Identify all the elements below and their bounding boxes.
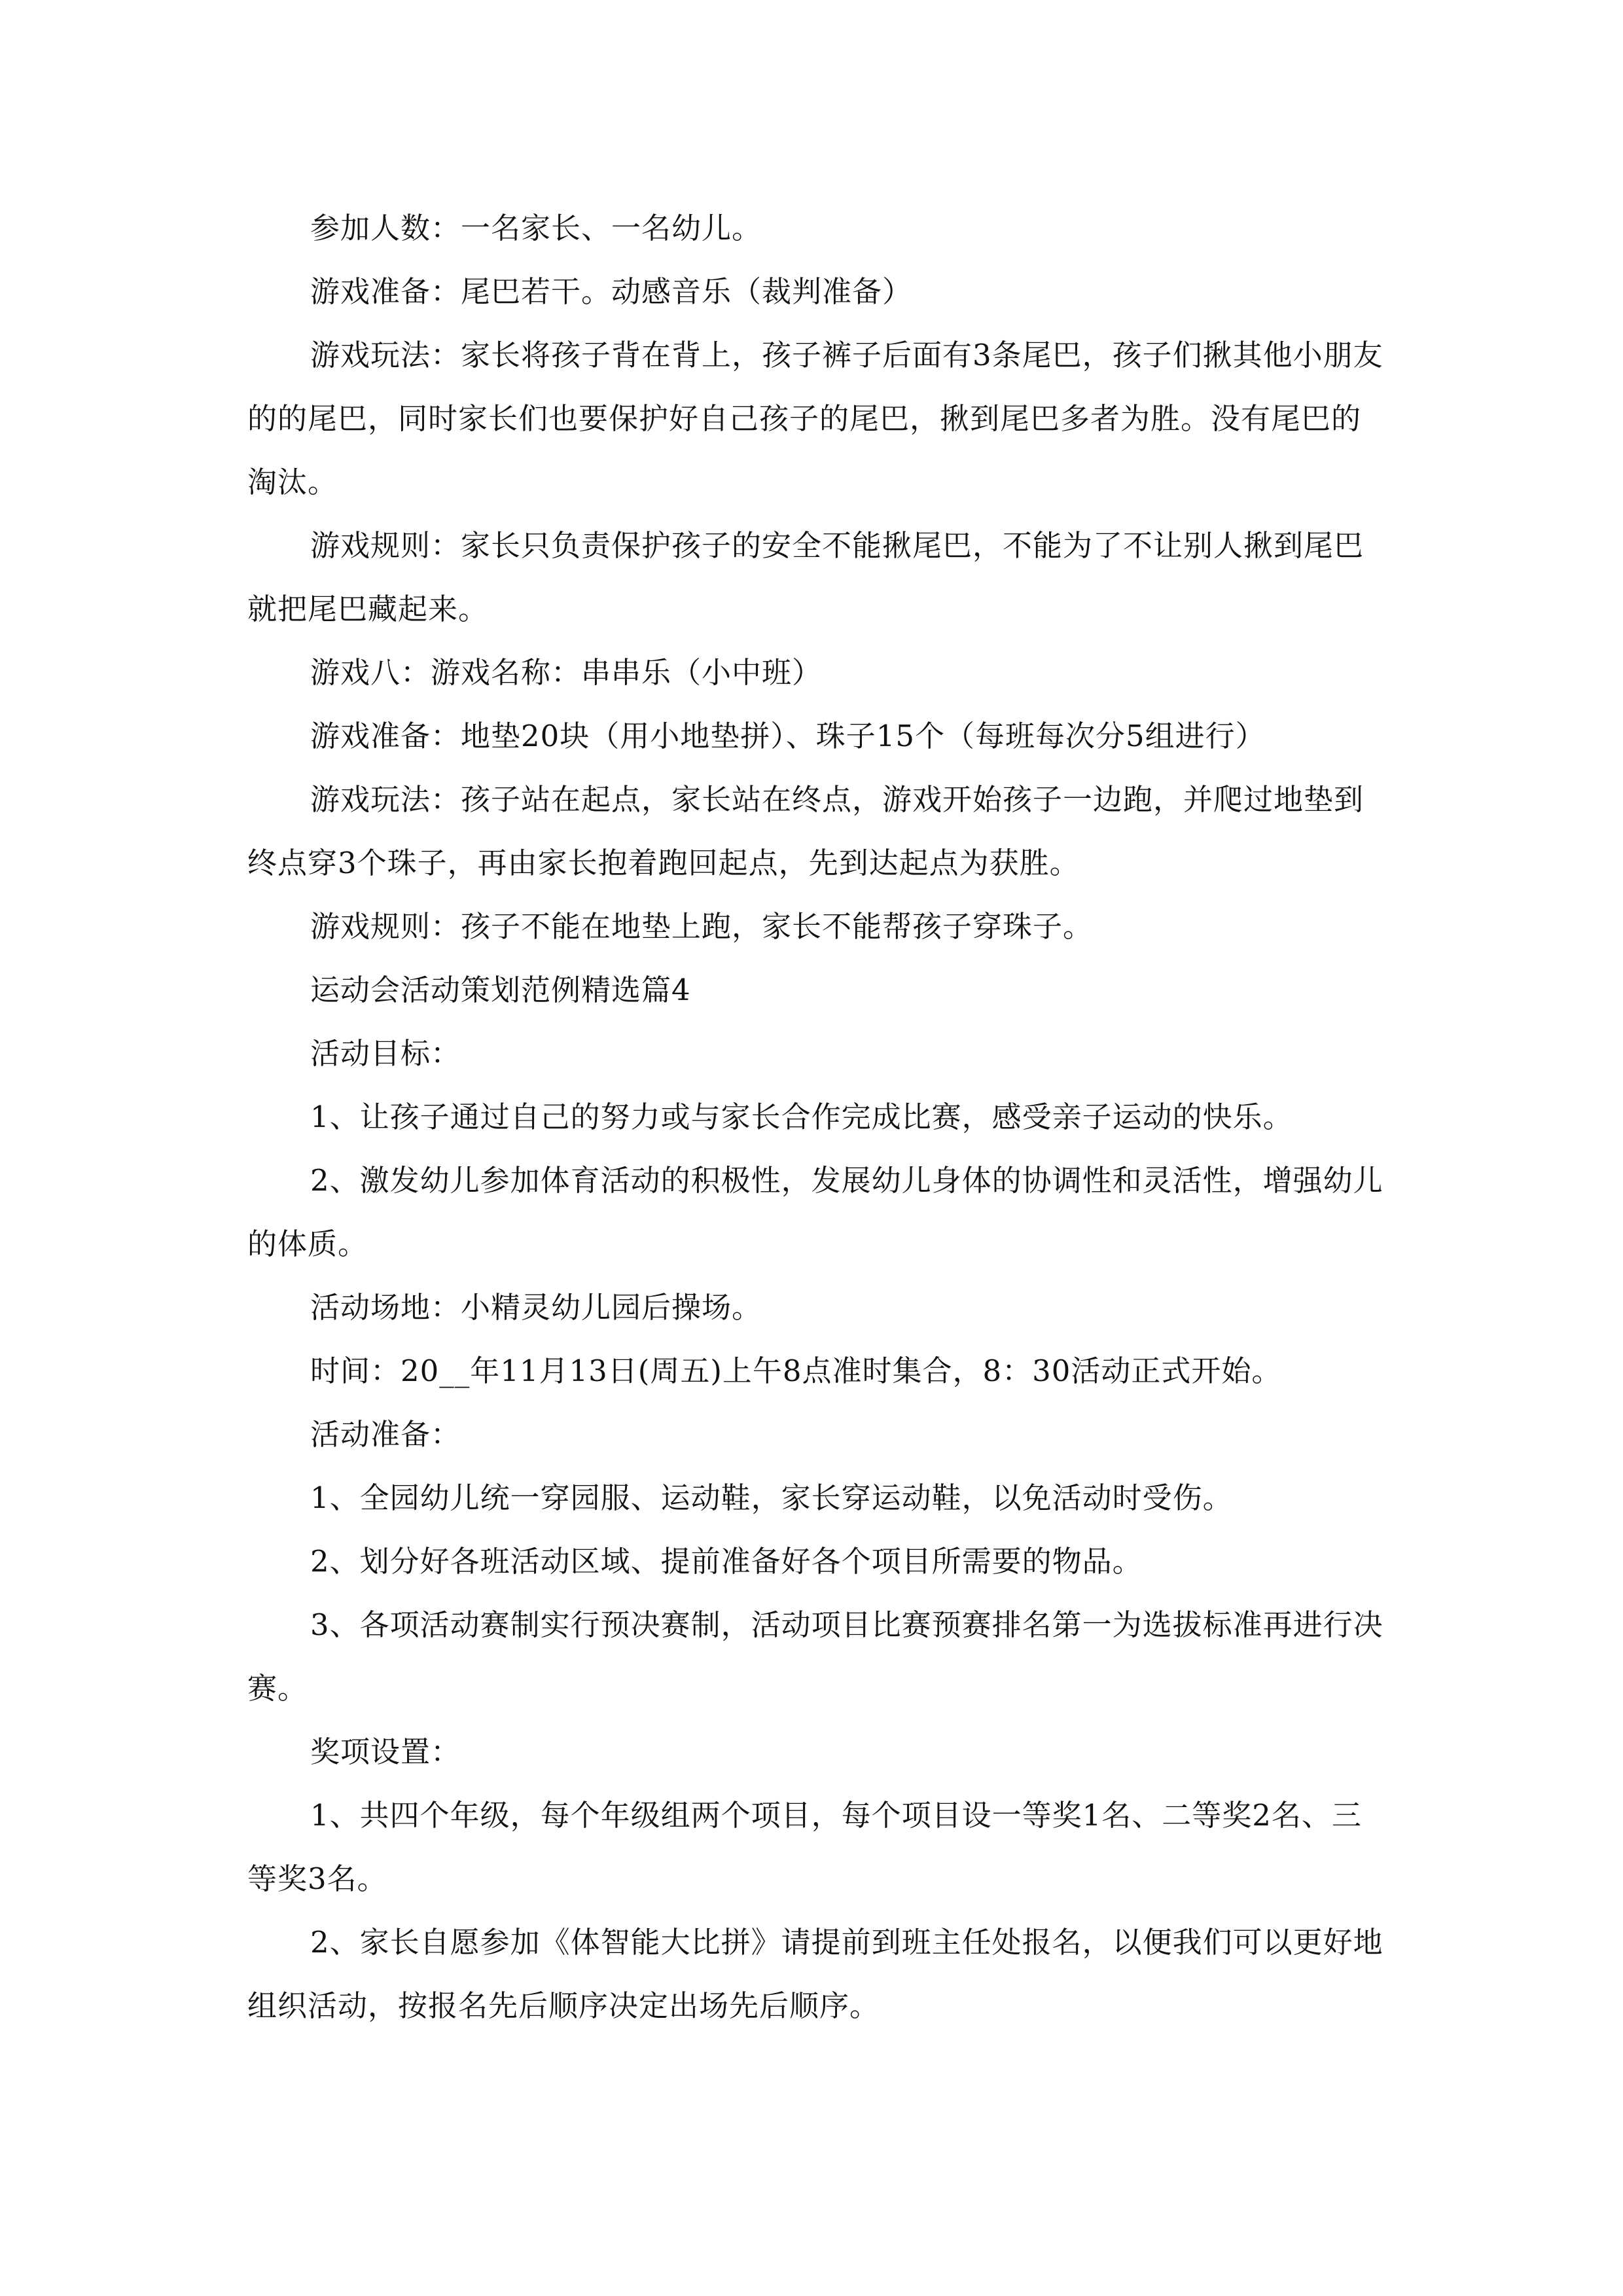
paragraph-participants: 参加人数：一名家长、一名幼儿。 [310, 211, 762, 245]
paragraph-preparation-two: 2、划分好各班活动区域、提前准备好各个项目所需要的物品。 [310, 1544, 1143, 1579]
paragraph-time: 时间：20__年11月13日(周五)上午8点准时集合，8：30活动正式开始。 [310, 1354, 1282, 1388]
paragraph-game-eight-title: 游戏八：游戏名称：串串乐（小中班） [310, 655, 823, 690]
paragraph-goal-two: 2、激发幼儿参加体育活动的积极性，发展幼儿身体的协调性和灵活性，增强幼儿的体质。 [247, 1163, 1383, 1261]
paragraph-awards-label: 奖项设置： [310, 1734, 461, 1769]
paragraph-game-eight-play: 游戏玩法：孩子站在起点，家长站在终点，游戏开始孩子一边跑，并爬过地垫到终点穿3个珠子，再由家长抱着跑回起点，先到达起点为获胜。 [247, 782, 1364, 880]
paragraph-preparation-three: 3、各项活动赛制实行预决赛制，活动项目比赛预赛排名第一为选拔标准再进行决赛。 [247, 1607, 1383, 1706]
paragraph-game-eight-rules: 游戏规则：孩子不能在地垫上跑，家长不能帮孩子穿珠子。 [310, 909, 1094, 944]
paragraph-game-play: 游戏玩法：家长将孩子背在背上，孩子裤子后面有3条尾巴，孩子们揪其他小朋友的的尾巴，同时家长们也要保护好自己孩子的尾巴，揪到尾巴多者为胜。没有尾巴的淘汰。 [247, 338, 1383, 499]
paragraph-venue: 活动场地：小精灵幼儿园后操场。 [310, 1290, 762, 1325]
document-body [247, 196, 1386, 2037]
paragraph-award-one: 1、共四个年级，每个年级组两个项目，每个项目设一等奖1名、二等奖2名、三等奖3名。 [247, 1798, 1362, 1896]
paragraph-game-preparation: 游戏准备：尾巴若干。动感音乐（裁判准备） [310, 274, 913, 309]
paragraph-activity-preparation-label: 活动准备： [310, 1417, 461, 1452]
section-heading: 运动会活动策划范例精选篇4 [310, 973, 691, 1007]
paragraph-award-two: 2、家长自愿参加《体智能大比拼》请提前到班主任处报名，以便我们可以更好地组织活动，按报名先后顺序决定出场先后顺序。 [247, 1925, 1383, 2023]
paragraph-activity-goals-label: 活动目标： [310, 1036, 461, 1071]
paragraph-goal-one: 1、让孩子通过自己的努力或与家长合作完成比赛，感受亲子运动的快乐。 [310, 1100, 1293, 1134]
paragraph-game-rules: 游戏规则：家长只负责保护孩子的安全不能揪尾巴，不能为了不让别人揪到尾巴就把尾巴藏起来。 [247, 528, 1364, 626]
paragraph-preparation-one: 1、全园幼儿统一穿园服、运动鞋，家长穿运动鞋，以免活动时受伤。 [310, 1480, 1233, 1515]
paragraph-game-eight-preparation: 游戏准备：地垫20块（用小地垫拼）、珠子15个（每班每次分5组进行） [310, 719, 1266, 753]
